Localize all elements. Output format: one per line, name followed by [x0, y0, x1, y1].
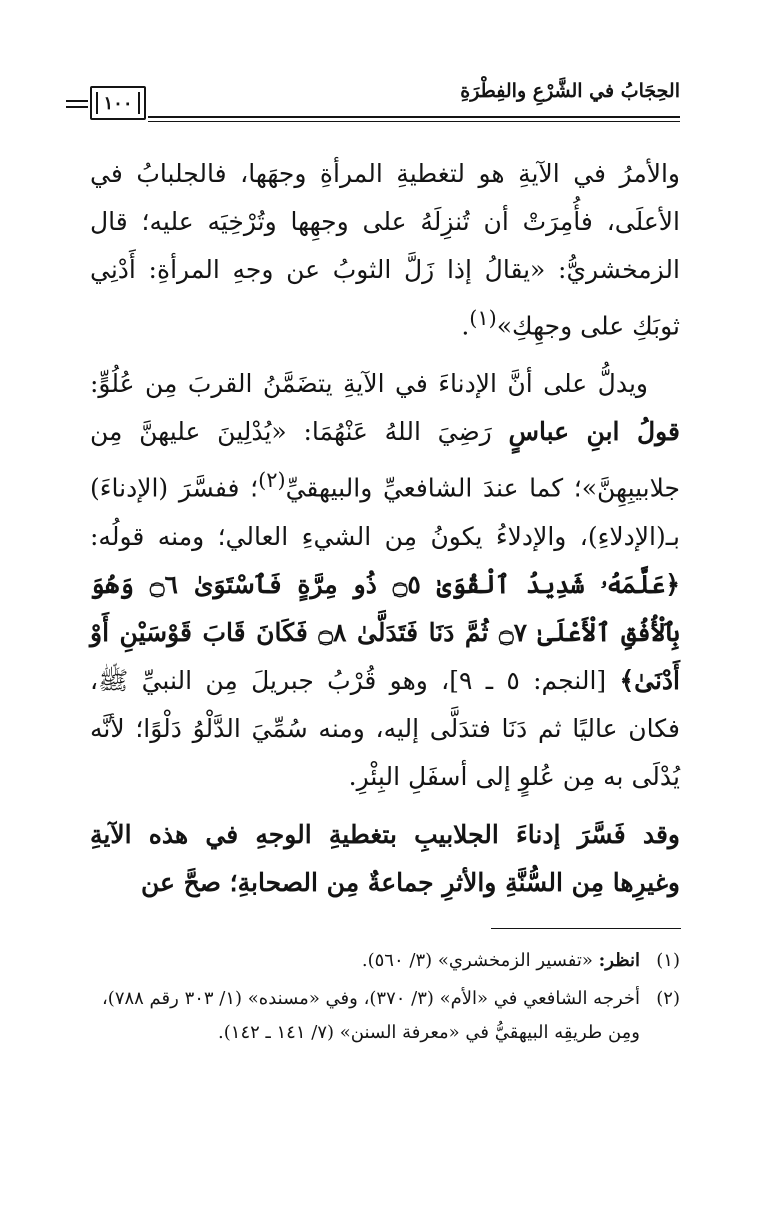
footnote — [90, 944, 680, 978]
header-divider — [148, 116, 680, 118]
header-ornament-rule — [66, 106, 88, 108]
footnote-divider — [491, 928, 681, 929]
footnote-text: أخرجه الشافعي في «الأم» (٣/ ٣٧٠)، وفي «مسنده» (١/ ٣٠٣ رقم ٧٨٨)، ومِن طريقِه البيهقيُّ في «معرفة السنن» (٧/ ١٤١ ـ ١٤٢). — [101, 988, 640, 1043]
running-title: الحِجَابُ في الشَّرْعِ والفِطْرَةِ — [460, 80, 680, 102]
emphasis-text: قولُ ابنِ عباسٍ — [508, 417, 681, 447]
quran-verse: ﴿عَلَّمَهُۥ شَدِيدُ ٱلْقُوَىٰ ۝٥ ذُو مِرَّةٍ فَٱسْتَوَىٰ ۝٦ وَهُوَ بِٱلْأُفُقِ ٱلْأَعْلَىٰ ۝٧ ثُمَّ دَنَا فَتَدَلَّىٰ ۝٨ فَكَانَ قَابَ قَوْسَيْنِ أَوْ أَدْنَىٰ﴾ — [90, 569, 680, 695]
header-divider — [148, 121, 680, 122]
footnote-label: انظر: — [598, 950, 640, 971]
page-number: ١٠٠ — [90, 86, 146, 120]
footnote-number: (١) — [656, 950, 680, 971]
main-text — [90, 150, 680, 917]
paragraph-bold: وقد فَسَّرَ إدناءَ الجلابيبِ بتغطيةِ الوجهِ في هذه الآيةِ وغيرِها مِن السُّنَّةِ والأثرِ جماعةٌ مِن الصحابةِ؛ صحَّ عن — [90, 819, 680, 897]
footnote-number: (٢) — [656, 988, 680, 1009]
footnote-text: «تفسير الزمخشري» (٣/ ٥٦٠). — [361, 950, 599, 971]
paragraph-text: رَضِيَ اللهُ عَنْهُمَا: «يُدْلِينَ عليهنَّ مِن جلابيبِهِنَّ»؛ كما عندَ الشافعيِّ والبيهقيِّ — [90, 417, 680, 503]
paragraph — [90, 150, 680, 350]
paragraph-text: ؛ ففسَّرَ (الإدناءَ) بـ(الإدلاءِ)، والإدلاءُ يكونُ مِن الشيءِ العالي؛ ومنه قولُه: — [90, 473, 680, 551]
footnotes — [90, 944, 680, 1054]
page-header — [90, 76, 680, 126]
paragraph-text: [النجم: ٥ ـ ٩]، وهو قُرْبُ جبريلَ مِن النبيِّ ﷺ، فكان عاليًا ثم دَنَا فتدَلَّى إليه، ومنه سُمِّيَ الدَّلْوُ دَلْوًا؛ لأنَّه يُدْلَى به مِن عُلوٍ إلى أسفَلِ البِئْرِ. — [90, 665, 680, 791]
footnote — [90, 982, 680, 1050]
header-ornament-rule — [66, 100, 88, 102]
paragraph-text: . — [461, 311, 470, 341]
paragraph-text: والأمرُ في الآيةِ هو لتغطيةِ المرأةِ وجهَها، فالجلبابُ في الأعلَى، فأُمِرَتْ أن تُنزِلَهُ على وجهِها وتُرْخِيَه عليه؛ قال الزمخشريُّ: «يقالُ إذا زَلَّ الثوبُ عن وجهِ المرأةِ: أَدْنِي ثوبَكِ على وجهِكِ» — [90, 159, 680, 341]
paragraph — [90, 360, 680, 800]
paragraph-text: ويدلُّ على أنَّ الإدناءَ في الآيةِ يتضَمَّنُ القربَ مِن عُلُوٍّ: — [90, 369, 648, 399]
footnote-ref: (٢) — [258, 468, 286, 493]
footnote-ref: (١) — [469, 306, 497, 330]
